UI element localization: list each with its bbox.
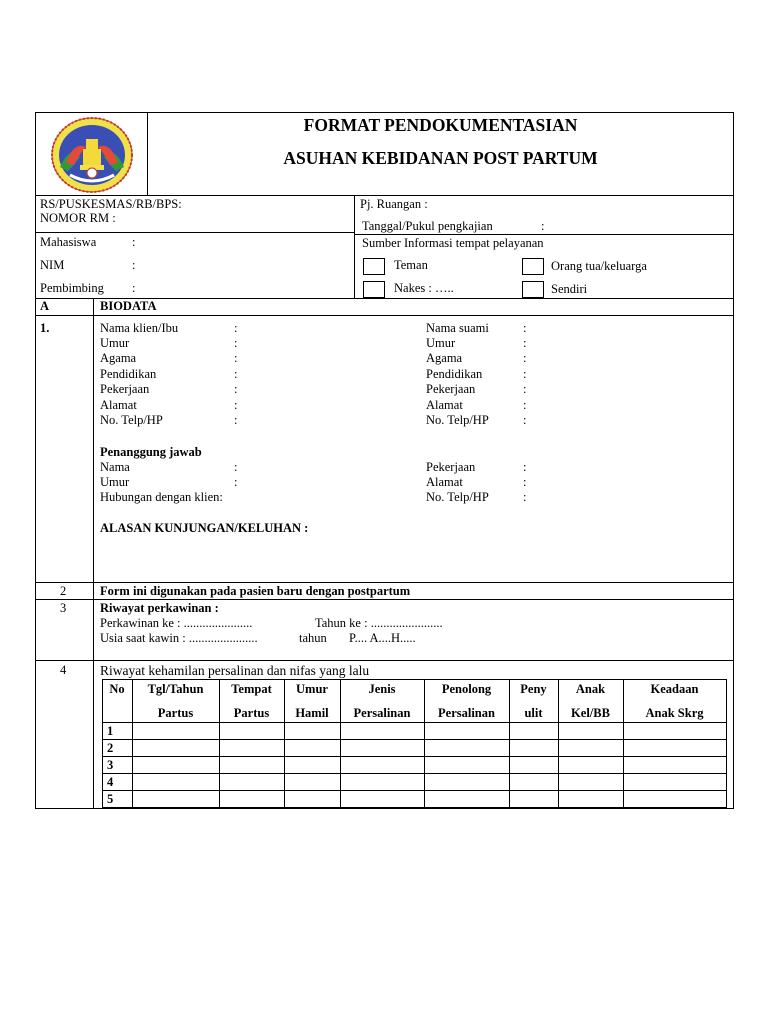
- field-label: Nama suami: [426, 321, 489, 335]
- col-header: Anak: [575, 682, 606, 696]
- checkbox-nakes[interactable]: [363, 281, 385, 298]
- table-line: [284, 679, 285, 808]
- colon: :: [234, 382, 238, 396]
- num-column-divider: [93, 298, 94, 809]
- table-line: [102, 773, 726, 774]
- table-row-number: 5: [107, 792, 114, 806]
- table-row-number: 4: [107, 775, 114, 789]
- mahasiswa-colon: :: [132, 235, 136, 249]
- perkawinan-field: Perkawinan ke : ......................: [100, 616, 253, 630]
- field-label: Pekerjaan: [426, 460, 476, 474]
- table-line: [558, 679, 559, 808]
- col-header: Partus: [233, 706, 270, 720]
- frame-top: [35, 112, 734, 113]
- colon: :: [234, 336, 238, 350]
- field-label: Alamat: [426, 398, 463, 412]
- table-line: [102, 807, 726, 808]
- col-header: Umur: [296, 682, 328, 696]
- section3-top: [35, 599, 734, 600]
- colon: :: [523, 413, 527, 427]
- section3-title: Riwayat perkawinan :: [100, 601, 219, 615]
- field-label: Umur: [100, 336, 130, 350]
- nomor-rm-label: NOMOR RM :: [40, 211, 116, 225]
- checkbox-teman[interactable]: [363, 258, 385, 275]
- section2-top: [35, 582, 734, 583]
- table-line: [726, 679, 727, 808]
- usia-field: Usia saat kawin : ......................: [100, 631, 258, 645]
- colon: :: [523, 382, 527, 396]
- biodata-num: 1.: [40, 321, 50, 335]
- table-line: [102, 739, 726, 740]
- col-header: Tgl/Tahun: [147, 682, 204, 696]
- mahasiswa-label: Mahasiswa: [40, 235, 97, 249]
- pembimbing-colon: :: [132, 281, 136, 295]
- col-header: Anak Skrg: [645, 706, 704, 720]
- orangtua-label: Orang tua/keluarga: [551, 259, 647, 273]
- table-row-number: 2: [107, 741, 114, 755]
- field-label: No. Telp/HP: [100, 413, 163, 427]
- pah-field: P.... A....H.....: [349, 631, 416, 645]
- table-row-number: 1: [107, 724, 114, 738]
- colon: :: [234, 351, 238, 365]
- colon: :: [523, 490, 527, 504]
- colon: :: [523, 351, 527, 365]
- table-line: [219, 679, 220, 808]
- section2-text: Form ini digunakan pada pasien baru dengan postpartum: [100, 584, 411, 598]
- col-header: Persalinan: [353, 706, 411, 720]
- tanggal-label: Tanggal/Pukul pengkajian: [362, 219, 493, 233]
- sendiri-label: Sendiri: [551, 282, 588, 296]
- hubungan-label: Hubungan dengan klien:: [100, 490, 223, 504]
- tahun-label: tahun: [299, 631, 327, 645]
- col-header: Keadaan: [650, 682, 699, 696]
- col-header: Hamil: [295, 706, 329, 720]
- col-header: Kel/BB: [571, 706, 610, 720]
- table-line: [132, 679, 133, 808]
- table-line: [102, 679, 726, 680]
- frame-left: [35, 112, 36, 809]
- table-line: [102, 756, 726, 757]
- frame-right: [733, 112, 734, 809]
- info-left-mid: [35, 232, 355, 233]
- alasan-label: ALASAN KUNJUNGAN/KELUHAN :: [100, 521, 309, 535]
- col-header: Partus: [157, 706, 194, 720]
- nim-label: NIM: [40, 258, 65, 272]
- tahun-field: Tahun ke : .......................: [315, 616, 443, 630]
- checkbox-orangtua[interactable]: [522, 258, 544, 275]
- field-label: Pekerjaan: [100, 382, 150, 396]
- colon: :: [523, 321, 527, 335]
- nim-colon: :: [132, 258, 136, 272]
- teman-label: Teman: [394, 258, 428, 272]
- col-header: Peny: [520, 682, 547, 696]
- colon: :: [523, 367, 527, 381]
- colon: :: [234, 413, 238, 427]
- col-header: No: [109, 682, 125, 696]
- field-label: Alamat: [426, 475, 463, 489]
- pj-ruangan-label: Pj. Ruangan :: [360, 197, 428, 211]
- penanggung-title: Penanggung jawab: [100, 445, 202, 459]
- table-line: [102, 679, 103, 808]
- biodata-letter: A: [40, 299, 50, 313]
- field-label: Umur: [426, 336, 456, 350]
- colon: :: [234, 321, 238, 335]
- section2-num: 2: [60, 584, 67, 598]
- header-bottom: [35, 195, 734, 196]
- section3-num: 3: [60, 601, 67, 615]
- colon: :: [234, 475, 238, 489]
- table-line: [340, 679, 341, 808]
- rs-label: RS/PUSKESMAS/RB/BPS:: [40, 197, 182, 211]
- colon: :: [523, 475, 527, 489]
- table-line: [623, 679, 624, 808]
- tanggal-colon: :: [541, 219, 545, 233]
- field-label: Alamat: [100, 398, 137, 412]
- table-line: [509, 679, 510, 808]
- table-row-number: 3: [107, 758, 114, 772]
- frame-bottom: [35, 808, 734, 809]
- field-label: No. Telp/HP: [426, 413, 489, 427]
- col-header: Penolong: [441, 682, 492, 696]
- col-header: Tempat: [231, 682, 272, 696]
- field-label: No. Telp/HP: [426, 490, 489, 504]
- col-header: Persalinan: [438, 706, 495, 720]
- nakes-label: Nakes : …..: [394, 281, 454, 295]
- field-label: Nama: [100, 460, 130, 474]
- table-line: [102, 722, 726, 723]
- section4-title: Riwayat kehamilan persalinan dan nifas yang lalu: [100, 663, 370, 678]
- colon: :: [234, 398, 238, 412]
- form-title-1: FORMAT PENDOKUMENTASIAN: [303, 115, 578, 135]
- pembimbing-label: Pembimbing: [40, 281, 104, 295]
- field-label: Nama klien/Ibu: [100, 321, 179, 335]
- section4-num: 4: [60, 663, 67, 677]
- field-label: Pekerjaan: [426, 382, 476, 396]
- colon: :: [523, 336, 527, 350]
- field-label: Pendidikan: [100, 367, 157, 381]
- form-title-2: ASUHAN KEBIDANAN POST PARTUM: [283, 148, 598, 168]
- colon: :: [523, 460, 527, 474]
- info-divider: [354, 195, 355, 299]
- table-line: [424, 679, 425, 808]
- field-label: Agama: [100, 351, 137, 365]
- col-header: ulit: [524, 706, 543, 720]
- colon: :: [523, 398, 527, 412]
- colon: :: [234, 367, 238, 381]
- institution-logo: [40, 117, 144, 193]
- section4-top: [35, 660, 734, 661]
- info-right-mid: [355, 234, 734, 235]
- field-label: Pendidikan: [426, 367, 483, 381]
- checkbox-sendiri[interactable]: [522, 281, 544, 298]
- biodata-header-bottom: [35, 315, 734, 316]
- field-label: Umur: [100, 475, 130, 489]
- field-label: Agama: [426, 351, 463, 365]
- colon: :: [234, 460, 238, 474]
- table-line: [102, 790, 726, 791]
- col-header: Jenis: [368, 682, 396, 696]
- biodata-title: BIODATA: [100, 299, 157, 313]
- sumber-label: Sumber Informasi tempat pelayanan: [362, 236, 544, 250]
